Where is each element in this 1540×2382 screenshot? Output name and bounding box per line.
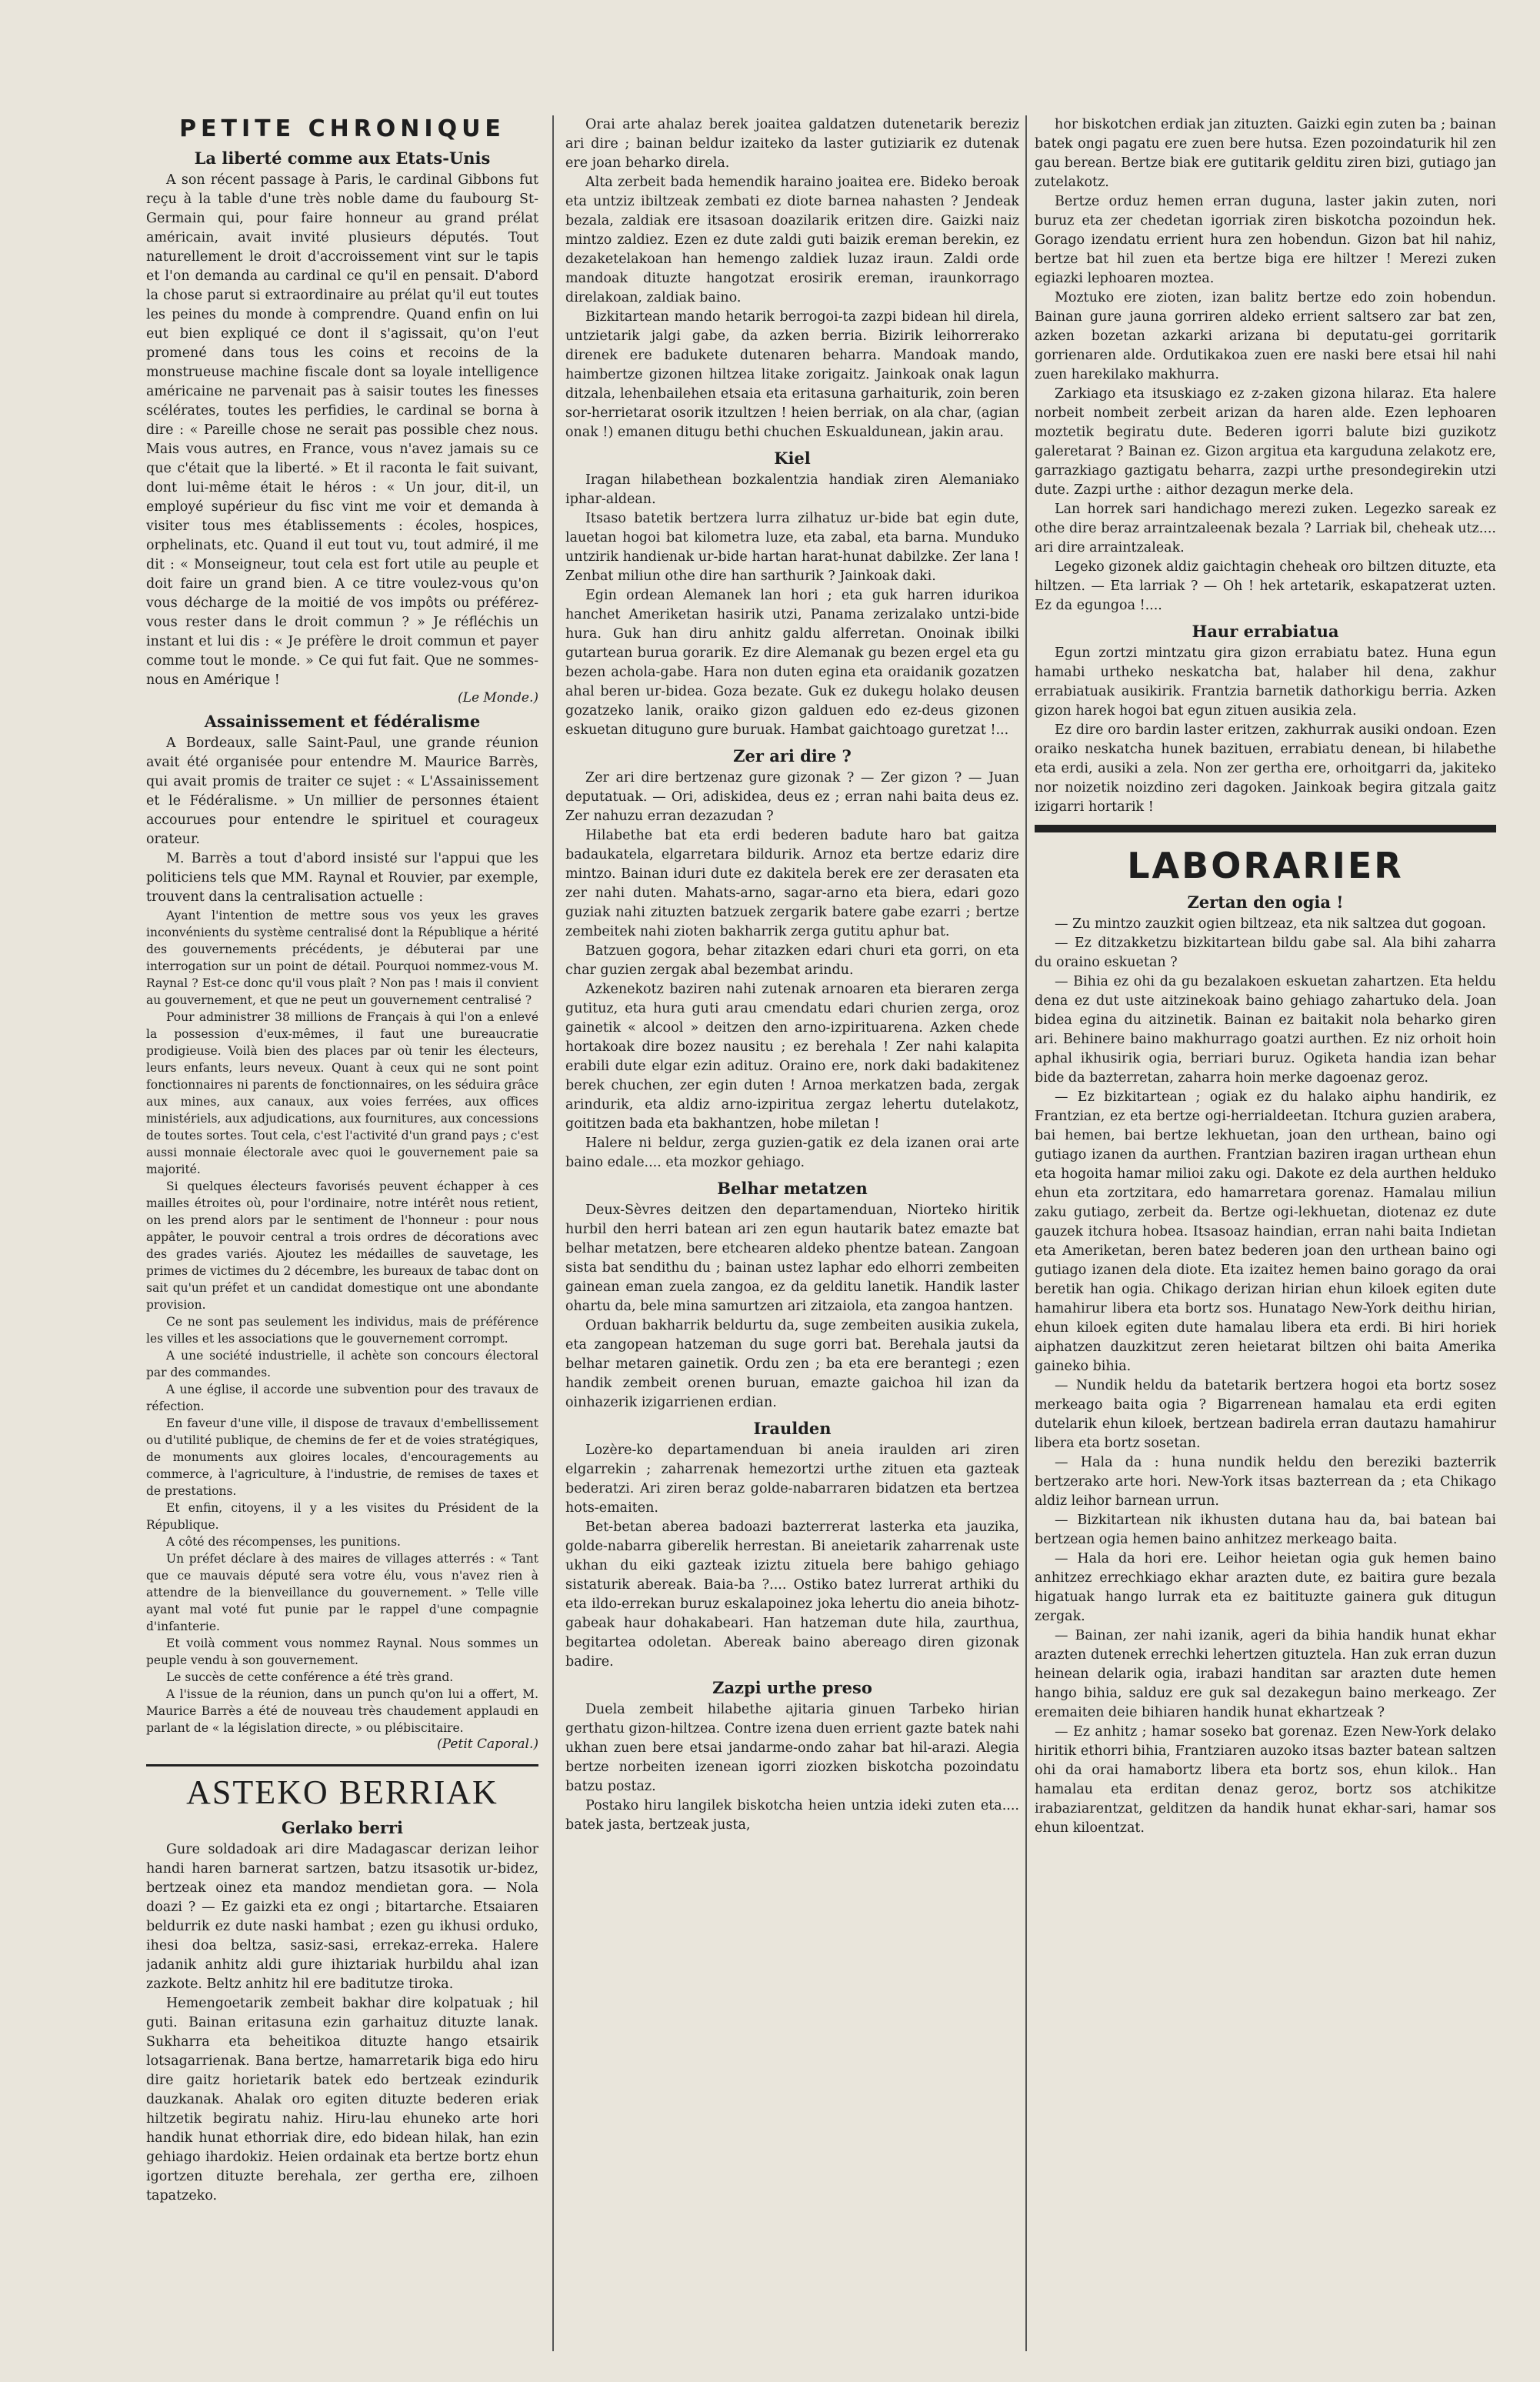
- paragraph: Lan horrek sari handichago merezi zuken. Legezko sareak ez othe dire beraz arraintzaleenak bezala ? Larriak bil, cheheak utz.... ari dire arraintzaleak.: [1035, 502, 1496, 555]
- article-heading: Zertan den ogia !: [1187, 892, 1344, 912]
- paragraph: A l'issue de la réunion, dans un punch qu'on lui a offert, M. Maurice Barrès a été de nouveau très chaudement applaudi en parlant de « la législation directe, » ou plébiscitaire.: [146, 1687, 538, 1735]
- paragraph: Egun zortzi mintzatu gira gizon errabiatu batez. Huna egun hamabi urtheko neskatcha bat, halaber hil dena, zakhur errabiatuak ausikirik. Frantzia barnetik dathorkigu berria. Azken gizon harek hogoi bat egun zituen ausikia zela.: [1035, 646, 1496, 719]
- section-title-asteko-berriak: ASTEKO BERRIAK: [146, 1764, 538, 1812]
- article-heading: Iraulden: [753, 1419, 832, 1438]
- paragraph: — Bainan, zer nahi izanik, ageri da bihia handik hunat ekhar arazten dutenek errechki lehertzen gituztela. Han zuk erran duzun heinean delarik ogia, irabazi handitan sar arazten dute hemen hango bihia, salduz ere guk sal dezakegun baino merkeago. Zer eremaiten deie bihiaren handik hunat ekhartzeak ?: [1035, 1628, 1496, 1720]
- paragraph: Hilabethe bat eta erdi bederen badute haro bat gaitza badaukatela, elgarretara bildurik. Arnoz eta bertze edariz dire mintzo. Bainan iduri dute ez dakitela berek ere zer derasaten eta zer nahi duten. Mahats-arno, sagar-arno eta biera, edari gozo guziak nahi zituzten batzuek zergarik batere gabe ezarri ; bertze zembeitek nahi zioten bakharrik zerga gutitu aphur bat.: [565, 828, 1019, 939]
- quote-paragraph: Et enfin, citoyens, il y a les visites du Président de la République.: [146, 1501, 538, 1532]
- column-rule: [1025, 115, 1027, 2351]
- paragraph: Zarkiago eta itsuskiago ez z-zaken gizona hilaraz. Eta halere norbeit nombeit zerbeit arizan da haren alde. Ezen lephoaren moztetik begiratu dute. Bederen igorri balute bizi guzikotz galeretarat ? Bainan ez. Gizon argitua eta karguduna zelakotz ere, garrazkiago gaztigatu beharra, zazpi urthe presondegirekin utzi dute. Zazpi urthe : aithor dezagun merke dela.: [1035, 386, 1496, 498]
- quote-paragraph: A côté des récompenses, les punitions.: [166, 1535, 401, 1549]
- paragraph: Alta zerbeit bada hemendik haraino joaitea ere. Bideko beroak eta untziz ibiltzeak zembati ez diote barnea nahasten ? Jendeak bezala, zaldiak ere itsasoan doazilarik eritzen dire. Gaizki naiz mintzo zaldiez. Ezen ez dute zaldi guti baizik ereman berekin, ez dezaketelakoan han hemengo zaldiek luzaz iraun. Zaldi orde mandoak dituzte hangotzat erosirik ereman, iraunkorrago direlakoan, zaldiak baino.: [565, 175, 1019, 305]
- paragraph: Egin ordean Alemanek lan hori ; eta guk harren idurikoa hanchet Ameriketan hasirik utzi, Panama zerizalako untzi-bide hura. Guk han diru anhitz galdu alferretan. Onoinak ibilki gutartean burua gorarik. Ez dire Alemanak gu bezen ergel eta gu bezen achola-gabe. Hara non duten egina eta oraidanik gozatzen ahal beren ur-bidea. Goza bezate. Guk ez dukegu holako deusen gozatzeko lanik, oraiko gizon galduen edo ez-deus gizonen eskuetan dituguno gure buruak. Hambat gaichtoago guretzat !...: [565, 588, 1019, 738]
- paragraph: Le succès de cette conférence a été très grand.: [166, 1670, 454, 1684]
- paragraph: — Ez ditzakketzu bizkitartean bildu gabe sal. Ala bihi zaharra du oraino eskuetan ?: [1035, 936, 1496, 970]
- paragraph: — Ez bizkitartean ; ogiak ez du halako aiphu handirik, ez Frantzian, ez eta bertze ogi-herrialdeetan. Itchura guzien arabera, bai hemen, bai bertze lekhuetan, joan den urthean, baino ogi gutiago izanen da aurthen. Frantzian baziren iragan urthean ehun eta hogoita hamar milioi zaku ogi. Dakote ez dela aurthen helduko ehun eta zortzitara, edo hamarretara gorenaz. Hamalau miliun zaku gutiago, zerbeit da. Bertze ogi-lekhuetan, diotenaz ez dute gauzek itchura hobea. Itsasoaz haindian, erran nahi baita Indietan eta Ameriketan, beren batez bederen joan den urthean baino ogi gutiago izanen dela diote. Eta izaitez hemen baino gorago da orai beretik han ogia. Chikago derizan hirian ehun kiloek egiten dute hamahirur libera eta bortz sos. Hunatago New-York deithu hirian, ehun kiloek egiten dute hamalau libera eta erdi. Bi hiri horiek aiphatzen dauzkitzut zeren heietarat biltzen ohi baita Amerika gaineko bihia.: [1035, 1089, 1496, 1374]
- paragraph: — Hala da hori ere. Leihor heietan ogia guk hemen baino anhitzez errechkiago ekhar arazten dute, ez baitira gure bezala higatuak hango lurrak eta ez baitituzte gainera guk ditugun zergak.: [1035, 1551, 1496, 1624]
- article-heading: Zazpi urthe preso: [712, 1678, 872, 1697]
- paragraph: Gure soldadoak ari dire Madagascar derizan leihor handi haren barnerat sartzen, batzu itsasotik ur-bidez, bertzeak oinez eta mandoz mendietan gora. — Nola doazi ? — Ez gaizki eta ez ongi ; bitartarche. Etsaiaren beldurrik ez dute naski hambat ; ezen gu ikhusi orduko, ihesi doa beltza, sasiz-sasi, errekaz-erreka. Halere jadanik anhitz aldi gure ihiztariak hurbildu ahal izan zazkote. Beltz anhitz hil ere baditutze tiroka.: [146, 1842, 538, 1992]
- article-heading: Belhar metatzen: [717, 1179, 868, 1198]
- quote-paragraph: Un préfet déclare à des maires de villages atterrés : « Tant que ce mauvais député sera votre élu, vous n'avez rien à attendre de la bienveillance du gouvernement. » Telle ville ayant mal voté fut punie par le rappel d'une compagnie d'infanterie.: [146, 1552, 538, 1633]
- paragraph: Hemengoetarik zembeit bakhar dire kolpatuak ; hil guti. Bainan eritasuna ezin garhaituz dituzte lanak. Sukharra eta beheitikoa dituzte hango etsairik lotsagarrienak. Bana bertze, hamarretarik biga edo hiru dire gaitz horietarik batek edo bertzeak ezindurik dauzkanak. Ahalak oro egiten dituzte bederen eriak hiltzetik begiratu nahiz. Hiru-lau ehuneko arte hori handik hunat ethorriak dire, edo bidean hilak, han ezin gehiago ihardokiz. Heien ordainak eta bertze bortz ehun igortzen dituzte berehala, zer gertha ere, zilhoen tapatzeko.: [146, 1996, 538, 2204]
- article-heading: Gerlako berri: [282, 1818, 403, 1837]
- quote-paragraph: Et voilà comment vous nommez Raynal. Nous sommes un peuple vendu à son gouvernement.: [146, 1636, 538, 1667]
- paragraph: Lozère-ko departamenduan bi aneia iraulden ari ziren elgarrekin ; zaharrenak hemezortzi urthe zituen eta gazteak bederatzi. Ari ziren beraz golde-nabarraren bidatzen eta bertzea hots-emaiten.: [565, 1443, 1019, 1516]
- paragraph: Legeko gizonek aldiz gaichtagin cheheak oro biltzen dituzte, eta hiltzen. — Eta larriak ? — Oh ! hek artetarik, eskapatzerat uzten. Ez da egungoa !....: [1035, 559, 1496, 613]
- paragraph: Iragan hilabethean bozkalentzia handiak ziren Alemaniako iphar-aldean.: [565, 472, 1019, 507]
- paragraph: Itsaso batetik bertzera lurra zilhatuz ur-bide bat egin dute, lauetan hogoi bat kilometra luze, eta zabal, eta barna. Munduko untzirik handienak ur-bide hartan harat-hunat dabilzke. Zer lana ! Zenbat miliun othe dire han sarthurik ? Jainkoak daki.: [565, 511, 1019, 584]
- source-credit: (Petit Caporal.): [437, 1736, 538, 1752]
- paragraph: Halere ni beldur, zerga guzien-gatik ez dela izanen orai arte baino edale.... eta mozkor gehiago.: [565, 1136, 1019, 1170]
- article-heading: La liberté comme aux Etats-Unis: [194, 148, 491, 168]
- quote-paragraph: Ayant l'intention de mettre sous vos yeux les graves inconvénients du système centralisé dont la République a hérité des gouvernements précédents, je débuterai par une interrogation sur un point de détail. Pourquoi nommez-vous M. Raynal ? Est-ce donc qu'il vous plaît ? Non pas ! mais il convient au gouvernement, et que ne peut un gouvernement centralisé ?: [146, 909, 538, 1007]
- paragraph: M. Barrès a tout d'abord insisté sur l'appui que les politiciens tels que MM. Raynal et Rouvier, par exemple, trouvent dans la centralisation actuelle :: [146, 851, 538, 905]
- paragraph: A son récent passage à Paris, le cardinal Gibbons fut reçu à la table d'une très noble dame du faubourg St-Germain qui, pour faire honneur au grand prélat américain, avait invité plusieurs députés. Tout naturellement le droit d'accroissement vint sur le tapis et l'on demanda au cardinal ce qu'il en pensait. D'abord la chose parut si extraordinaire au prélat qu'il eut toutes les peines du monde à comprendre. Quand enfin on lui eut bien expliqué ce dont il s'agissait, qu'on l'eut promené dans tous les coins et recoins de la monstrueuse machine fiscale dont sa loyale intelligence américaine ne parvenait pas à saisir toutes les finesses scélérates, toutes les perfidies, le cardinal se borna à dire : « Pareille chose ne serait pas possible chez nous. Mais vous autres, en France, vous n'avez jamais su ce que c'était que la liberté. » Et il raconta le fait suivant, dont lui-même était le héros : « Un jour, dit-il, un employé supérieur du fisc vint me voir et demanda à visiter tous mes établissements : écoles, hospices, orphelinats, etc. Quand il eut tout vu, tout admiré, il me dit : « Monseigneur, tout cela est fort utile au peuple et doit faire un grand bien. A ce titre voulez-vous qu'on vous décharge de la moitié de vos impôts ou préférez-vous rester dans le droit commun ? » Je réfléchis un instant et lui dis : « Je préfère le droit commun et payer comme tout le monde. » Ce qui fut fait. Que ne sommes-nous en Amérique !: [146, 172, 538, 688]
- column-3: [1035, 115, 1496, 2351]
- quote-paragraph: A une église, il accorde une subvention pour des travaux de réfection.: [146, 1383, 538, 1413]
- paragraph: Batzuen gogora, behar zitazken edari churi eta gorri, on eta char guzien zergak abal bezembat arindu.: [565, 943, 1019, 978]
- paragraph: A Bordeaux, salle Saint-Paul, une grande réunion avait été organisée pour entendre M. Maurice Barrès, qui avait promis de traiter ce sujet : « L'Assainissement et le Fédéralisme. » Un millier de personnes étaient accourues pour entendre le spirituel et courageux orateur.: [146, 736, 538, 847]
- paragraph: Zer ari dire bertzenaz gure gizonak ? — Zer gizon ? — Juan deputatuak. — Ori, adiskidea, deus ez ; erran nahi baita deus ez. Zer nahuzu erran dezazudan ?: [565, 770, 1019, 824]
- article-heading: Kiel: [774, 449, 811, 468]
- paragraph: hor biskotchen erdiak jan zituzten. Gaizki egin zuten ba ; bainan batek ongi pagatu ere zuen bere hutsa. Ezen pozoindaturik hil zen gau berean. Bertze biak ere gutitarik gelditu ziren bizi, gutiago jan zutelakotz.: [1035, 117, 1496, 190]
- paragraph: Bizkitartean mando hetarik berrogoi-ta zazpi bidean hil direla, untzietarik jalgi gabe, da azken berria. Bizirik leihorrerako direnek ere badukete dutenaren beharra. Mandoak mando, haimbertze gizonen hiltzea litake zorigaitz. Jainkoak onak lagun ditzala, lehenbailehen etsaia eta eritasuna garhaiturik, zoin beren sor-herrietarat osorik itzultzen ! heien berriak, on ala char, (agian onak !) emanen ditugu bethi chuchen Eskualdunean, jakin arau.: [565, 309, 1019, 440]
- section-title-laborarier: LABORARIER: [1035, 825, 1496, 886]
- paragraph: — Hala da : huna nundik heldu den bereziki bazterrik bertzerako arte hori. New-York itsas bazterrean da ; eta Chikago aldiz leihor barnean urrun.: [1035, 1455, 1496, 1509]
- column-rule: [552, 115, 554, 2351]
- paragraph: Deux-Sèvres deitzen den departamenduan, Niorteko hiritik hurbil den herri batean ari zen egun hautarik batez emazte bat belhar metatzen, bere etchearen aldeko phentze batean. Zangoan sista bat sendithu du ; bainan ustez laphar edo elhorri zembeiten gainean eman zuela zangoa, ez da gelditu lanetik. Handik laster ohartu da, bele mina samurtzen ari zitzaiola, eta zangoa hantzen.: [565, 1203, 1019, 1314]
- paragraph: — Ez anhitz ; hamar soseko bat gorenaz. Ezen New-York delako hiritik ethorri bihia, Frantziaren auzoko itsas bazter batean saltzen ohi da orai hamabortz libera eta bortz sos, ehun kilok.. Han hamalau eta erditan denaz geroz, bortz sos atchikitze irabaziarentzat, gelditzen da handik hunat ekhar-sari, hamar sos ehun kiloentzat.: [1035, 1724, 1496, 1836]
- quote-paragraph: Ce ne sont pas seulement les individus, mais de préférence les villes et les associations que le gouvernement corrompt.: [146, 1315, 538, 1346]
- section-title-petite-chronique: PETITE CHRONIQUE: [179, 115, 505, 142]
- paragraph: Orai arte ahalaz berek joaitea galdatzen dutenetarik bereziz ari dire ; bainan beldur izaiteko da laster gutiziarik ez dutenak ere joan beharko direla.: [565, 117, 1019, 171]
- paragraph: — Zu mintzo zauzkit ogien biltzeaz, eta nik saltzea dut gogoan.: [1055, 916, 1486, 932]
- paragraph: Bertze orduz hemen erran duguna, laster jakin zuten, nori buruz eta zer chedetan igorriak ziren biskotcha pozoindun hek. Gorago izendatu errient hura zen hobendun. Gizon bat hil nahiz, bertze bat hil zuen eta bertze biga ere hiltzer ! Merezi zuken egiazki lephoaren moztea.: [1035, 194, 1496, 286]
- article-heading: Haur errabiatua: [1192, 622, 1339, 641]
- paragraph: Moztuko ere zioten, izan balitz bertze edo zoin hobendun. Bainan gure jauna gorriren aldeko errient saltsero zar bat zen, azken bozetan azkarki arizana bi deputatu-gei gorritarik gorrienaren alde. Ordutikakoa zuen ere naski bere etsai hil nahi zuen harekilako makhurra.: [1035, 290, 1496, 382]
- paragraph: Bet-betan aberea badoazi bazterrerat lasterka eta jauzika, golde-nabarra giberelik herrestan. Bi aneietarik zaharrenak uste ukhan du eiki gazteak iziztu zituela bere bahigo gehiago sistaturik abereak. Baia-ba ?.... Ostiko batez lurrerat arthiki du eta ildo-errekan buruz eskalapoinez joka lehertu dio aneia bihotz-gabeak haur dohakabeari. Han hatzeman dute hila, zaurthua, begitartea odoletan. Abereak baino abereago diren gizonak badire.: [565, 1520, 1019, 1670]
- quote-paragraph: En faveur d'une ville, il dispose de travaux d'embellissement ou d'utilité publique, de chemins de fer et de voies stratégiques, de monuments aux gloires locales, d'encouragements au commerce, à l'agriculture, à l'industrie, de remises de taxes et de prestations.: [146, 1416, 538, 1498]
- article-heading: Assainissement et fédéralisme: [204, 712, 481, 731]
- paragraph: Duela zembeit hilabethe ajitaria ginuen Tarbeko hirian gerthatu gizon-hiltzea. Contre izena duen errient gazte batek nahi ukhan zuen bere etsai jandarme-ondo zahar bat hil-arazi. Alegia bertze norbeiten izenean igorri ziozken biskotcha pozoindatu batzu postaz.: [565, 1702, 1019, 1794]
- paragraph: Postako hiru langilek biskotcha heien untzia ideki zuten eta.... batek jasta, bertzeak justa,: [565, 1798, 1019, 1833]
- quote-paragraph: Pour administrer 38 millions de Français à qui l'on a enlevé la possession d'eux-mêmes, il faut une bureaucratie prodigieuse. Voilà bien des places par où tenir les électeurs, leurs enfants, leurs neveux. Quant à ceux qui ne sont point fonctionnaires ni parents de fonctionnaires, on les séduira grâce aux mines, aux canaux, aux voies ferrées, aux offices ministériels, aux adjudications, aux fournitures, aux concessions de toutes sortes. Tout cela, c'est l'activité d'un grand pays ; c'est aussi monnaie électorale avec quoi le gouvernement paie sa majorité.: [146, 1010, 538, 1176]
- quote-paragraph: Si quelques électeurs favorisés peuvent échapper à ces mailles étroites où, pour l'ordinaire, notre intérêt nous retient, on les prend alors par le sentiment de l'honneur : pour nous appâter, le pouvoir central a trois ordres de décorations avec des grades variés. Ajoutez les médailles de sauvetage, les primes de victimes du 2 décembre, les bureaux de tabac dont on sait qu'un préfet et un candidat domestique ont une abondante provision.: [146, 1179, 538, 1312]
- quote-paragraph: A une société industrielle, il achète son concours électoral par des commandes.: [146, 1349, 538, 1379]
- paragraph: — Bihia ez ohi da gu bezalakoen eskuetan zahartzen. Eta heldu dena ez dut uste aitzinekoak baino gehiago zahartuko dela. Joan bidea egina du aitzinetik. Bainan ez baitakit nola beharko giren ari. Behinere baino makhurrago goatzi aurthen. Ez niz orhoit hoin aphal ikhusirik ogia, berriari buruz. Ogiketa handia izan behar bide da bazterretan, zaharra hoin merke dagoenaz geroz.: [1035, 974, 1496, 1086]
- source-credit: (Le Monde.): [458, 690, 538, 706]
- paragraph: — Bizkitartean nik ikhusten dutana hau da, bai batean bai bertzean ogia hemen baino anhitzez merkeago baita.: [1035, 1513, 1496, 1547]
- article-heading: Zer ari dire ?: [733, 746, 852, 766]
- column-1: [146, 115, 538, 2351]
- paragraph: — Nundik heldu da batetarik bertzera hogoi eta bortz sosez merkeago baita ogia ? Bigarrenean hamalau eta erdi egiten dutelarik ehun kiloek, bertzean badirela erran dautazu hamahirur libera eta bortz sosetan.: [1035, 1378, 1496, 1451]
- paragraph: Ez dire oro bardin laster eritzen, zakhurrak ausiki ondoan. Ezen oraiko neskatcha hunek bazituen, errabiatu denean, bi hilabethe eta erdi, ausiki a zela. Non zer gertha ere, orhoitgarri da, jakiteko nor noizetik noizdino zeri dagoken. Jainkoak begira gitzala gaitz izigarri hortarik !: [1035, 722, 1496, 815]
- paragraph: Azkenekotz baziren nahi zutenak arnoaren eta bieraren zerga gutituz, eta hura guti arau cmendatu edari churien zerga, oroz gainetik « alcool » deitzen den arno-izpirituarena. Azken chede hortakoak dire bozez nausitu ; ez berehala ! Zer nahi kalapita erabili dute elgar ezin adituz. Oraino ere, nork daki badakitenez berek chuchen, zer egin duten ! Arnoa merkatzen bada, zergak arindurik, eta aldiz arno-izpiritua zergaz lehertu dutelakotz, goititzen bada eta bakhantzen, hobe miletan !: [565, 982, 1019, 1132]
- column-2: [565, 115, 1019, 2351]
- paragraph: Orduan bakharrik beldurtu da, suge zembeiten ausikia zukela, eta zangopean hatzeman du suge gorri bat. Berehala jautsi da belhar metaren gainetik. Ordu zen ; ba eta ere berantegi ; ezen handik zembeit orenen buruan, emazte gaichoa hil izan da oinhazerik izigarrienen erdian.: [565, 1318, 1019, 1410]
